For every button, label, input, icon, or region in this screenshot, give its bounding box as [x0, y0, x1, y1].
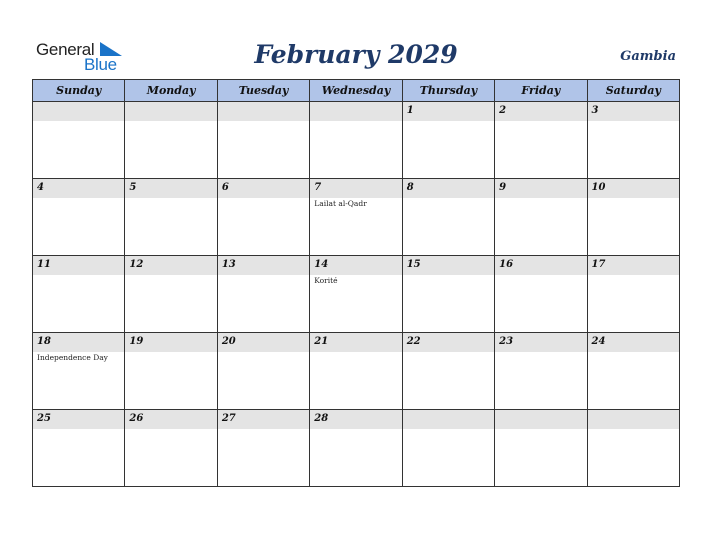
day-number-band [33, 256, 124, 275]
weekday-header: Monday [125, 80, 217, 102]
day-number-band [33, 102, 124, 121]
holiday-label: Independence Day [37, 353, 108, 362]
day-cell [125, 179, 217, 256]
day-number: 5 [129, 182, 137, 193]
day-number-band [218, 333, 309, 352]
calendar-grid [32, 79, 680, 487]
day-number-band [310, 256, 401, 275]
day-number: 15 [406, 259, 421, 270]
day-cell [495, 410, 587, 487]
day-number-band [125, 179, 216, 198]
day-number-band [33, 333, 124, 352]
day-number: 24 [591, 336, 606, 347]
day-number: 4 [37, 182, 44, 193]
day-number: 21 [314, 336, 329, 347]
day-number-band [125, 410, 216, 429]
day-cell [125, 333, 217, 410]
day-cell [402, 256, 494, 333]
day-number-band [588, 102, 679, 121]
day-number: 28 [314, 413, 329, 424]
day-cell [33, 256, 125, 333]
day-number-band [403, 256, 494, 275]
day-number-band [310, 102, 401, 121]
weekday-header: Tuesday [217, 80, 309, 102]
day-cell [310, 410, 402, 487]
day-cell [587, 102, 679, 179]
day-cell [402, 102, 494, 179]
day-cell [495, 179, 587, 256]
day-number-band [218, 179, 309, 198]
day-number-band [125, 256, 216, 275]
day-number-band [403, 333, 494, 352]
day-cell [402, 410, 494, 487]
day-number-band [310, 333, 401, 352]
holiday-label: Korité [314, 276, 338, 285]
day-number-band [495, 256, 586, 275]
day-number: 6 [221, 182, 229, 193]
day-number: 23 [499, 336, 514, 347]
logo-text-blue: Blue [84, 55, 117, 74]
weekday-header: Friday [495, 80, 587, 102]
day-cell [587, 410, 679, 487]
day-cell [217, 333, 309, 410]
day-number: 18 [37, 336, 51, 347]
day-number-band [403, 102, 494, 121]
day-cell [495, 102, 587, 179]
day-number-band [588, 410, 679, 429]
day-cell [125, 256, 217, 333]
week-row [33, 102, 680, 179]
holiday-label: Lailat al-Qadr [314, 199, 367, 208]
day-cell [217, 410, 309, 487]
day-number: 13 [221, 259, 236, 270]
week-row [33, 256, 680, 333]
day-number-band [588, 333, 679, 352]
day-number: 19 [129, 336, 144, 347]
logo-text-general: General [36, 40, 95, 59]
day-number: 9 [499, 182, 507, 193]
day-cell [125, 410, 217, 487]
day-number-band [310, 179, 401, 198]
day-number: 17 [591, 259, 606, 270]
day-number-band [495, 410, 586, 429]
day-cell [33, 410, 125, 487]
day-number: 7 [314, 182, 322, 193]
day-number-band [588, 179, 679, 198]
day-number-band [403, 179, 494, 198]
day-number: 2 [499, 105, 507, 116]
day-cell [587, 333, 679, 410]
day-number-band [218, 256, 309, 275]
weekday-header-row [33, 80, 680, 102]
week-row [33, 333, 680, 410]
day-number: 1 [406, 105, 414, 116]
weekday-header: Sunday [33, 80, 125, 102]
day-cell [217, 256, 309, 333]
day-number: 16 [499, 259, 514, 270]
day-number: 8 [406, 182, 414, 193]
day-number-band [403, 410, 494, 429]
week-row [33, 410, 680, 487]
day-number: 22 [406, 336, 421, 347]
day-cell [217, 102, 309, 179]
weekday-header: Saturday [587, 80, 679, 102]
day-number-band [125, 333, 216, 352]
day-cell [310, 179, 402, 256]
country-label: Gambia [620, 49, 676, 64]
day-number: 12 [129, 259, 144, 270]
day-number-band [33, 179, 124, 198]
day-cell [587, 256, 679, 333]
day-number: 25 [37, 413, 51, 424]
day-cell [402, 179, 494, 256]
day-cell [495, 333, 587, 410]
day-number-band [33, 410, 124, 429]
day-cell [310, 256, 402, 333]
day-cell [402, 333, 494, 410]
day-number-band [125, 102, 216, 121]
day-cell [310, 102, 402, 179]
day-number: 26 [129, 413, 144, 424]
day-number-band [310, 410, 401, 429]
day-number-band [218, 410, 309, 429]
day-number: 20 [221, 336, 236, 347]
calendar-title: February 2029 [254, 40, 458, 69]
day-cell [587, 179, 679, 256]
day-cell [33, 179, 125, 256]
day-cell [310, 333, 402, 410]
day-number: 11 [37, 259, 51, 270]
day-cell [33, 333, 125, 410]
day-number: 27 [221, 413, 236, 424]
day-number: 3 [591, 105, 599, 116]
day-cell [125, 102, 217, 179]
week-row [33, 179, 680, 256]
day-cell [217, 179, 309, 256]
day-number: 10 [591, 182, 606, 193]
day-cell [495, 256, 587, 333]
weekday-header: Thursday [402, 80, 494, 102]
day-cell [33, 102, 125, 179]
day-number-band [495, 333, 586, 352]
day-number-band [495, 102, 586, 121]
day-number: 14 [314, 259, 329, 270]
weekday-header: Wednesday [310, 80, 402, 102]
day-number-band [588, 256, 679, 275]
day-number-band [495, 179, 586, 198]
day-number-band [218, 102, 309, 121]
